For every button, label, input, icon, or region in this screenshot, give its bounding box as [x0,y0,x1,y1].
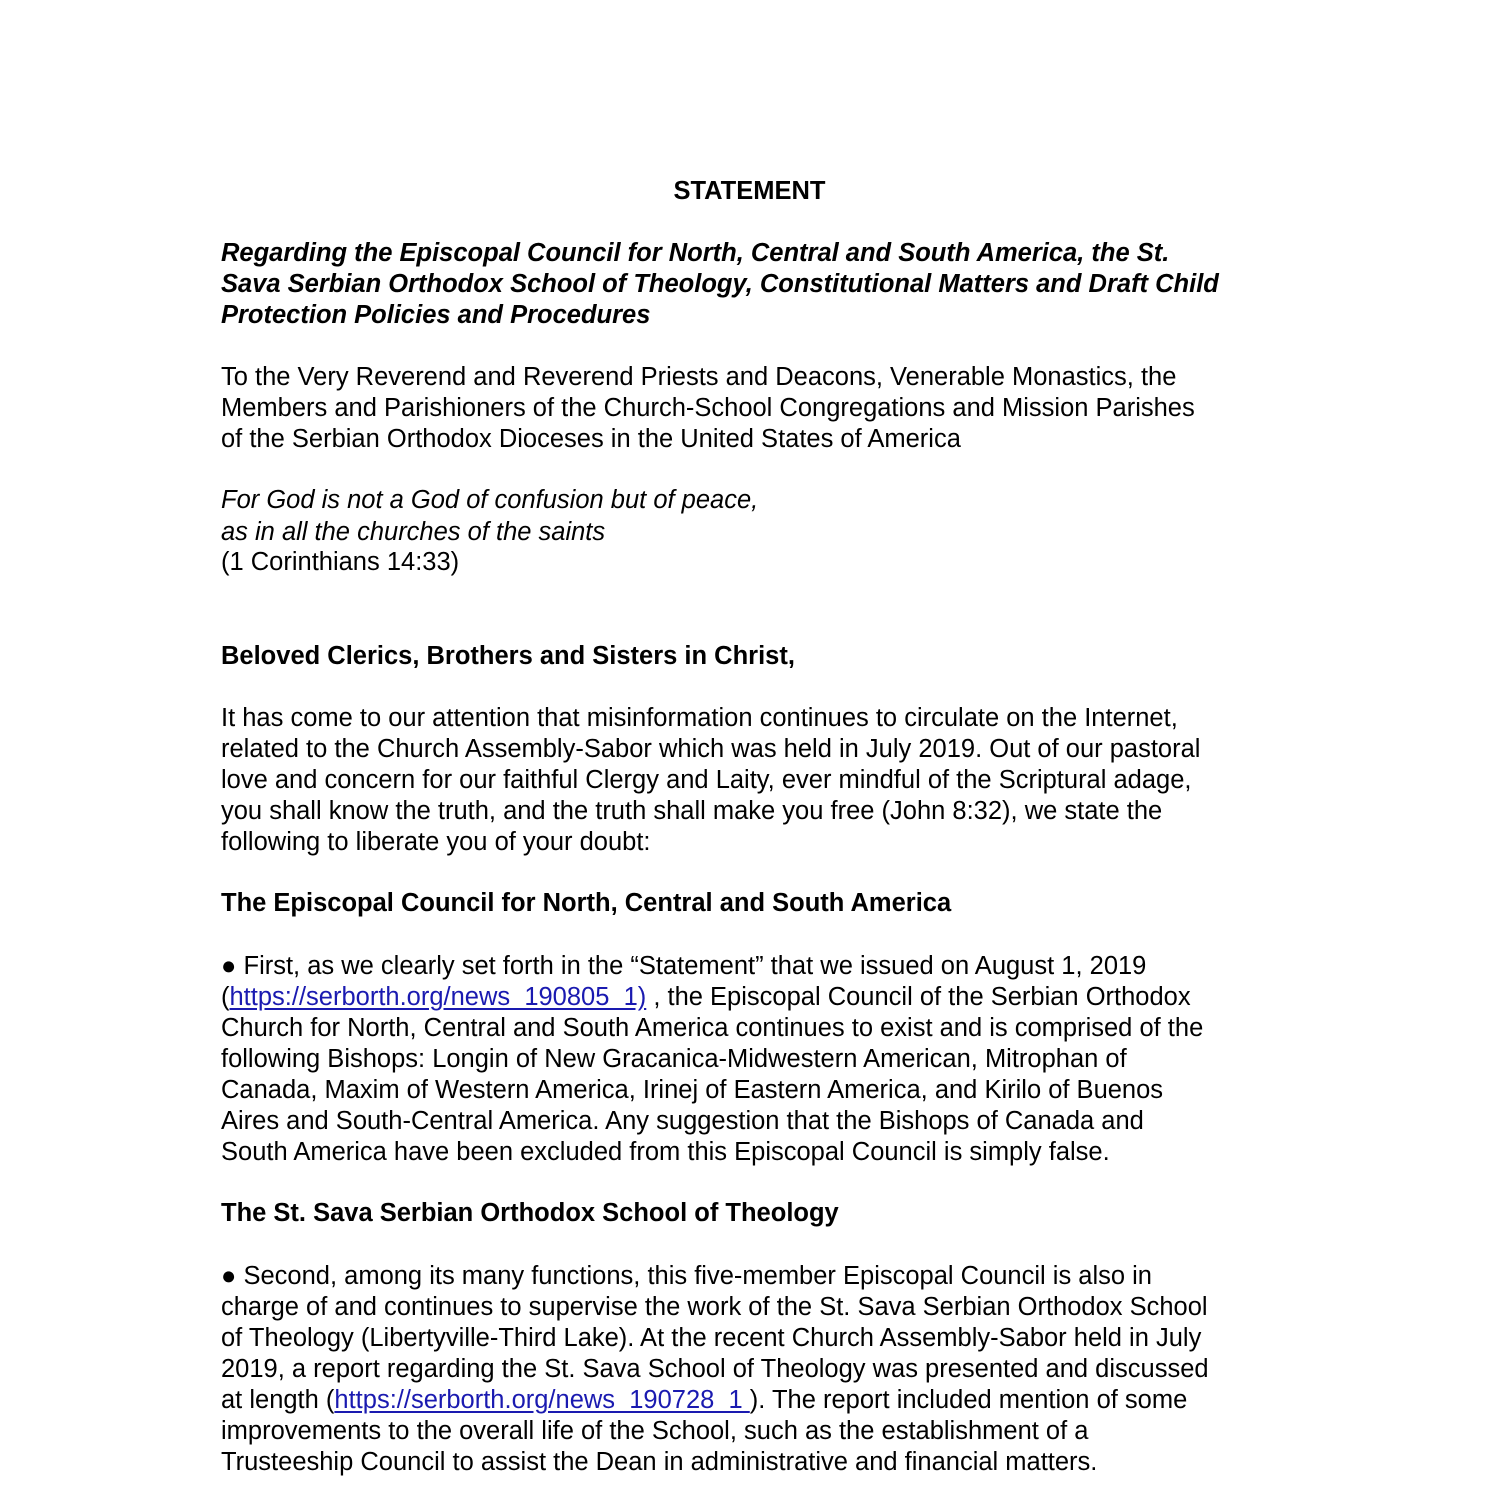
section-line: 2019, a report regarding the St. Sava School of Theology was presented and discussed [221,1355,1209,1383]
intro-line: love and concern for our faithful Clergy and Laity, ever mindful of the Scriptural adage, [221,766,1192,794]
section-line: Church for North, Central and South America continues to exist and is comprised of the [221,1014,1204,1042]
line-text: at length ( [221,1386,335,1414]
section-line: Aires and South-Central America. Any suggestion that the Bishops of Canada and [221,1107,1144,1135]
epigraph-line: For God is not a God of confusion but of peace, [221,486,759,514]
report-link[interactable]: https://serborth.org/news_190728_1 [334,1386,750,1414]
section-heading-school-of-theology: The St. Sava Serbian Orthodox School of Theology [221,1199,839,1227]
intro-line: you shall know the truth, and the truth shall make you free (John 8:32), we state the [221,797,1163,825]
paren-text: ( [221,983,230,1011]
subtitle-line: Sava Serbian Orthodox School of Theology, Constitutional Matters and Draft Child [221,270,1219,298]
subtitle-line: Protection Policies and Procedures [221,301,651,329]
section-line: improvements to the overall life of the School, such as the establishment of a [221,1417,1089,1445]
intro-line: It has come to our attention that misinformation continues to circulate on the Internet, [221,704,1178,732]
section-line: following Bishops: Longin of New Gracanica-Midwestern American, Mitrophan of [221,1045,1127,1073]
address-line: To the Very Reverend and Reverend Priests and Deacons, Venerable Monastics, the [221,363,1177,391]
line-text: ). The report included mention of some [749,1386,1188,1414]
section-line: ● Second, among its many functions, this five-member Episcopal Council is also in [221,1262,1152,1290]
statement-link[interactable]: https://serborth.org/news_190805_1) [229,983,647,1011]
address-line: Members and Parishioners of the Church-School Congregations and Mission Parishes [221,394,1195,422]
intro-line: following to liberate you of your doubt: [221,828,651,856]
epigraph-line: as in all the churches of the saints [221,518,606,546]
address-line: of the Serbian Orthodox Dioceses in the United States of America [221,425,961,453]
section-line: ● First, as we clearly set forth in the “Statement” that we issued on August 1, 2019 [221,952,1147,980]
section-line: of Theology (Libertyville-Third Lake). At the recent Church Assembly-Sabor held in July [221,1324,1202,1352]
line-text: , the Episcopal Council of the Serbian Orthodox [646,983,1191,1011]
section-line: Trusteeship Council to assist the Dean in administrative and financial matters. [221,1448,1098,1476]
section-line-with-link [221,1385,1187,1416]
intro-line: related to the Church Assembly-Sabor which was held in July 2019. Out of our pastoral [221,735,1201,763]
section-heading-episcopal-council: The Episcopal Council for North, Central and South America [221,889,952,917]
section-line: South America have been excluded from this Episcopal Council is simply false. [221,1138,1110,1166]
salutation: Beloved Clerics, Brothers and Sisters in Christ, [221,642,795,670]
section-line-with-link [221,982,1191,1013]
epigraph-citation: (1 Corinthians 14:33) [221,548,460,576]
section-line: charge of and continues to supervise the work of the St. Sava Serbian Orthodox School [221,1293,1208,1321]
document-title: STATEMENT [673,177,826,205]
subtitle-line: Regarding the Episcopal Council for North, Central and South America, the St. [221,239,1170,267]
section-line: Canada, Maxim of Western America, Irinej of Eastern America, and Kirilo of Buenos [221,1076,1164,1104]
